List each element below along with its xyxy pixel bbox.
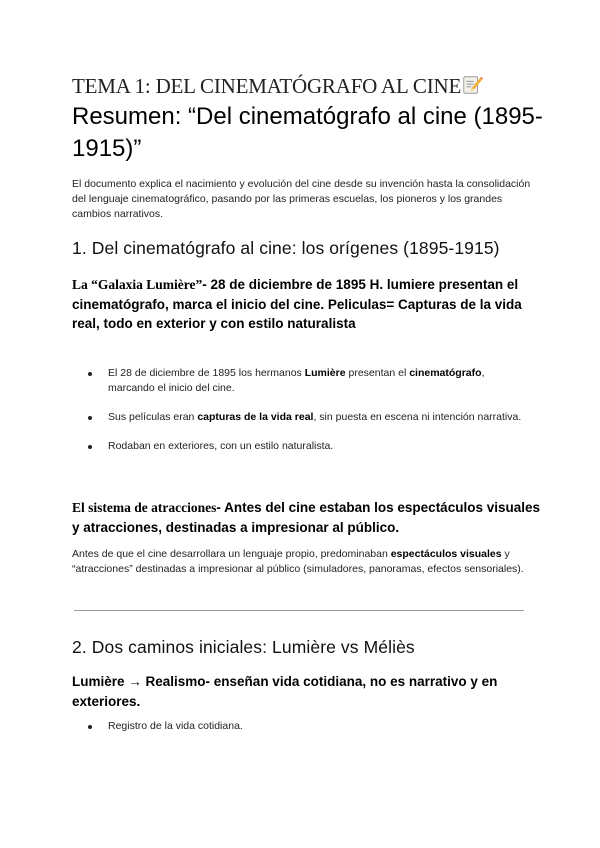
list-item: Registro de la vida cotidiana. (72, 719, 522, 734)
tema-text: TEMA 1: DEL CINEMATÓGRAFO AL CINE (72, 74, 462, 98)
bullet-icon (88, 416, 92, 420)
bullet-icon (88, 445, 92, 449)
intro-paragraph: El documento explica el nacimiento y evolución del cine desde su invención hasta la consolidación del lenguaje cinematográfico, pasando por las primeras escuelas, los pioneros y los grandes cambios narrativos. (72, 178, 531, 220)
subheading-lead: La “Galaxia Lumière” (72, 277, 203, 292)
list-item: Sus películas eran capturas de la vida real, sin puesta en escena ni intención narrativa. (72, 410, 522, 425)
bullet-icon (88, 372, 92, 376)
section1-subheading-atracciones (72, 498, 542, 537)
section1-heading: 1. Del cinematógrafo al cine: los orígenes (1895-1915) (72, 238, 500, 258)
memo-pencil-icon (461, 74, 483, 96)
atracciones-paragraph: Antes de que el cine desarrollara un lenguaje propio, predominaban espectáculos visuales y “atracciones” destinadas a impresionar al público (simuladores, panoramas, efectos sensoriales). (72, 548, 524, 575)
section2-heading: 2. Dos caminos iniciales: Lumière vs Méliès (72, 637, 415, 657)
section2-subheading-lumiere: Lumière → Realismo- enseñan vida cotidiana, no es narrativo y en exteriores. (72, 674, 498, 709)
list-item: El 28 de diciembre de 1895 los hermanos Lumière presentan el cinematógrafo, marcando el inicio del cine. (72, 366, 522, 396)
page-title: Resumen: “Del cinematógrafo al cine (1895-1915)” (72, 103, 543, 162)
tema-heading (72, 74, 483, 99)
section1-subheading-lumiere (72, 275, 542, 334)
bullet-icon (88, 725, 92, 729)
subheading-lead: El sistema de atracciones (72, 500, 217, 515)
section2-bullet-list (72, 719, 522, 748)
subheading-rest: - Antes del cine estaban los espectáculos visuales y atracciones, destinadas a impresionar al público. (72, 500, 540, 535)
section-divider (74, 610, 524, 611)
section1-bullet-list (72, 366, 522, 468)
list-item: Rodaban en exteriores, con un estilo naturalista. (72, 439, 522, 454)
subheading-rest: - 28 de diciembre de 1895 H. lumiere presentan el cinematógrafo, marca el inicio del cine. Peliculas= Capturas de la vida real, todo en exterior y con estilo naturalista (72, 277, 522, 331)
